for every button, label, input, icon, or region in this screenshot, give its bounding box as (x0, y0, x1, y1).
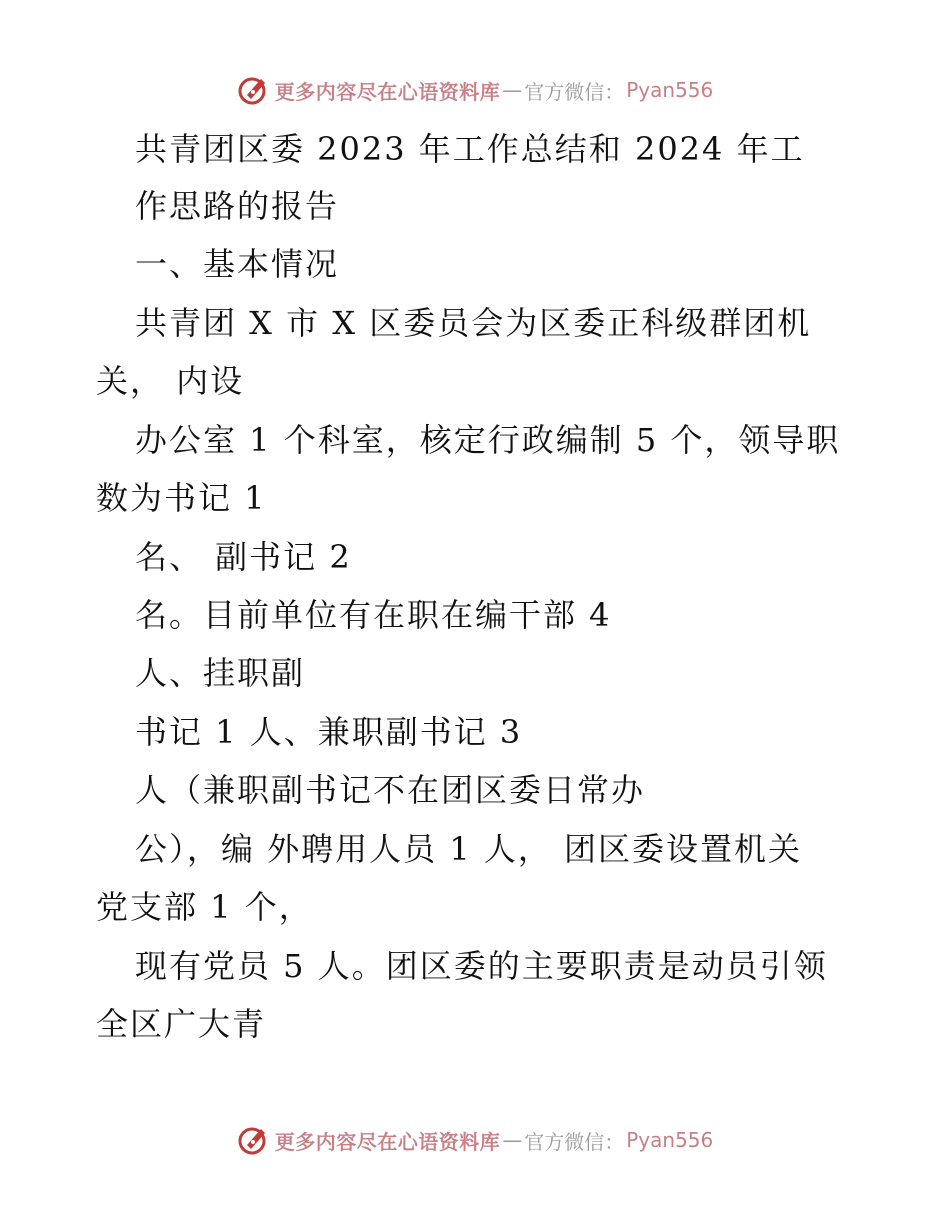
banner-wechat-id: Pyan556 (626, 78, 714, 102)
banner-wechat-label: 官方微信： (524, 1129, 625, 1154)
body-text-line: 关， 内设 (96, 362, 245, 400)
body-text-line: 人（兼职副书记不在团区委日常办 (135, 771, 646, 809)
banner-text: 更多内容尽在心语资料库 (274, 79, 501, 104)
banner-text: 更多内容尽在心语资料库 (274, 1129, 501, 1154)
banner-wechat-label: 官方微信： (524, 79, 625, 104)
document-title-line-1: 共青团区委 2023 年工作总结和 2024 年工 (135, 130, 805, 168)
footer-watermark-banner (0, 1118, 950, 1162)
banner-wechat-id: Pyan556 (626, 1128, 714, 1152)
section-heading: 一、基本情况 (135, 245, 340, 283)
document-title-line-2: 作思路的报告 (135, 187, 340, 225)
body-text-line: 书记 1 人、兼职副书记 3 (135, 713, 523, 751)
pen-nib-circle-icon (237, 1123, 271, 1157)
body-text-line: 办公室 1 个科室，核定行政编制 5 个，领导职 (135, 421, 841, 459)
body-text-line: 数为书记 1 (96, 479, 267, 517)
body-text-line: 党支部 1 个， (96, 888, 313, 926)
banner-dash: — (502, 78, 523, 102)
body-text-line: 全区广大青 (96, 1005, 267, 1043)
body-text-line: 名、 副书记 2 (135, 538, 352, 576)
body-text-line: 名。目前单位有在职在编干部 4 (135, 596, 612, 634)
body-text-line: 现有党员 5 人。团区委的主要职责是动员引领 (135, 947, 828, 985)
banner-dash: — (502, 1128, 523, 1152)
body-text-line: 公），编 外聘用人员 1 人， 团区委设置机关 (135, 830, 803, 868)
body-text-line: 人、挂职副 (135, 654, 306, 692)
header-watermark-banner (0, 68, 950, 112)
pen-nib-circle-icon (237, 73, 271, 107)
body-text-line: 共青团 X 市 X 区委员会为区委正科级群团机 (135, 304, 812, 342)
